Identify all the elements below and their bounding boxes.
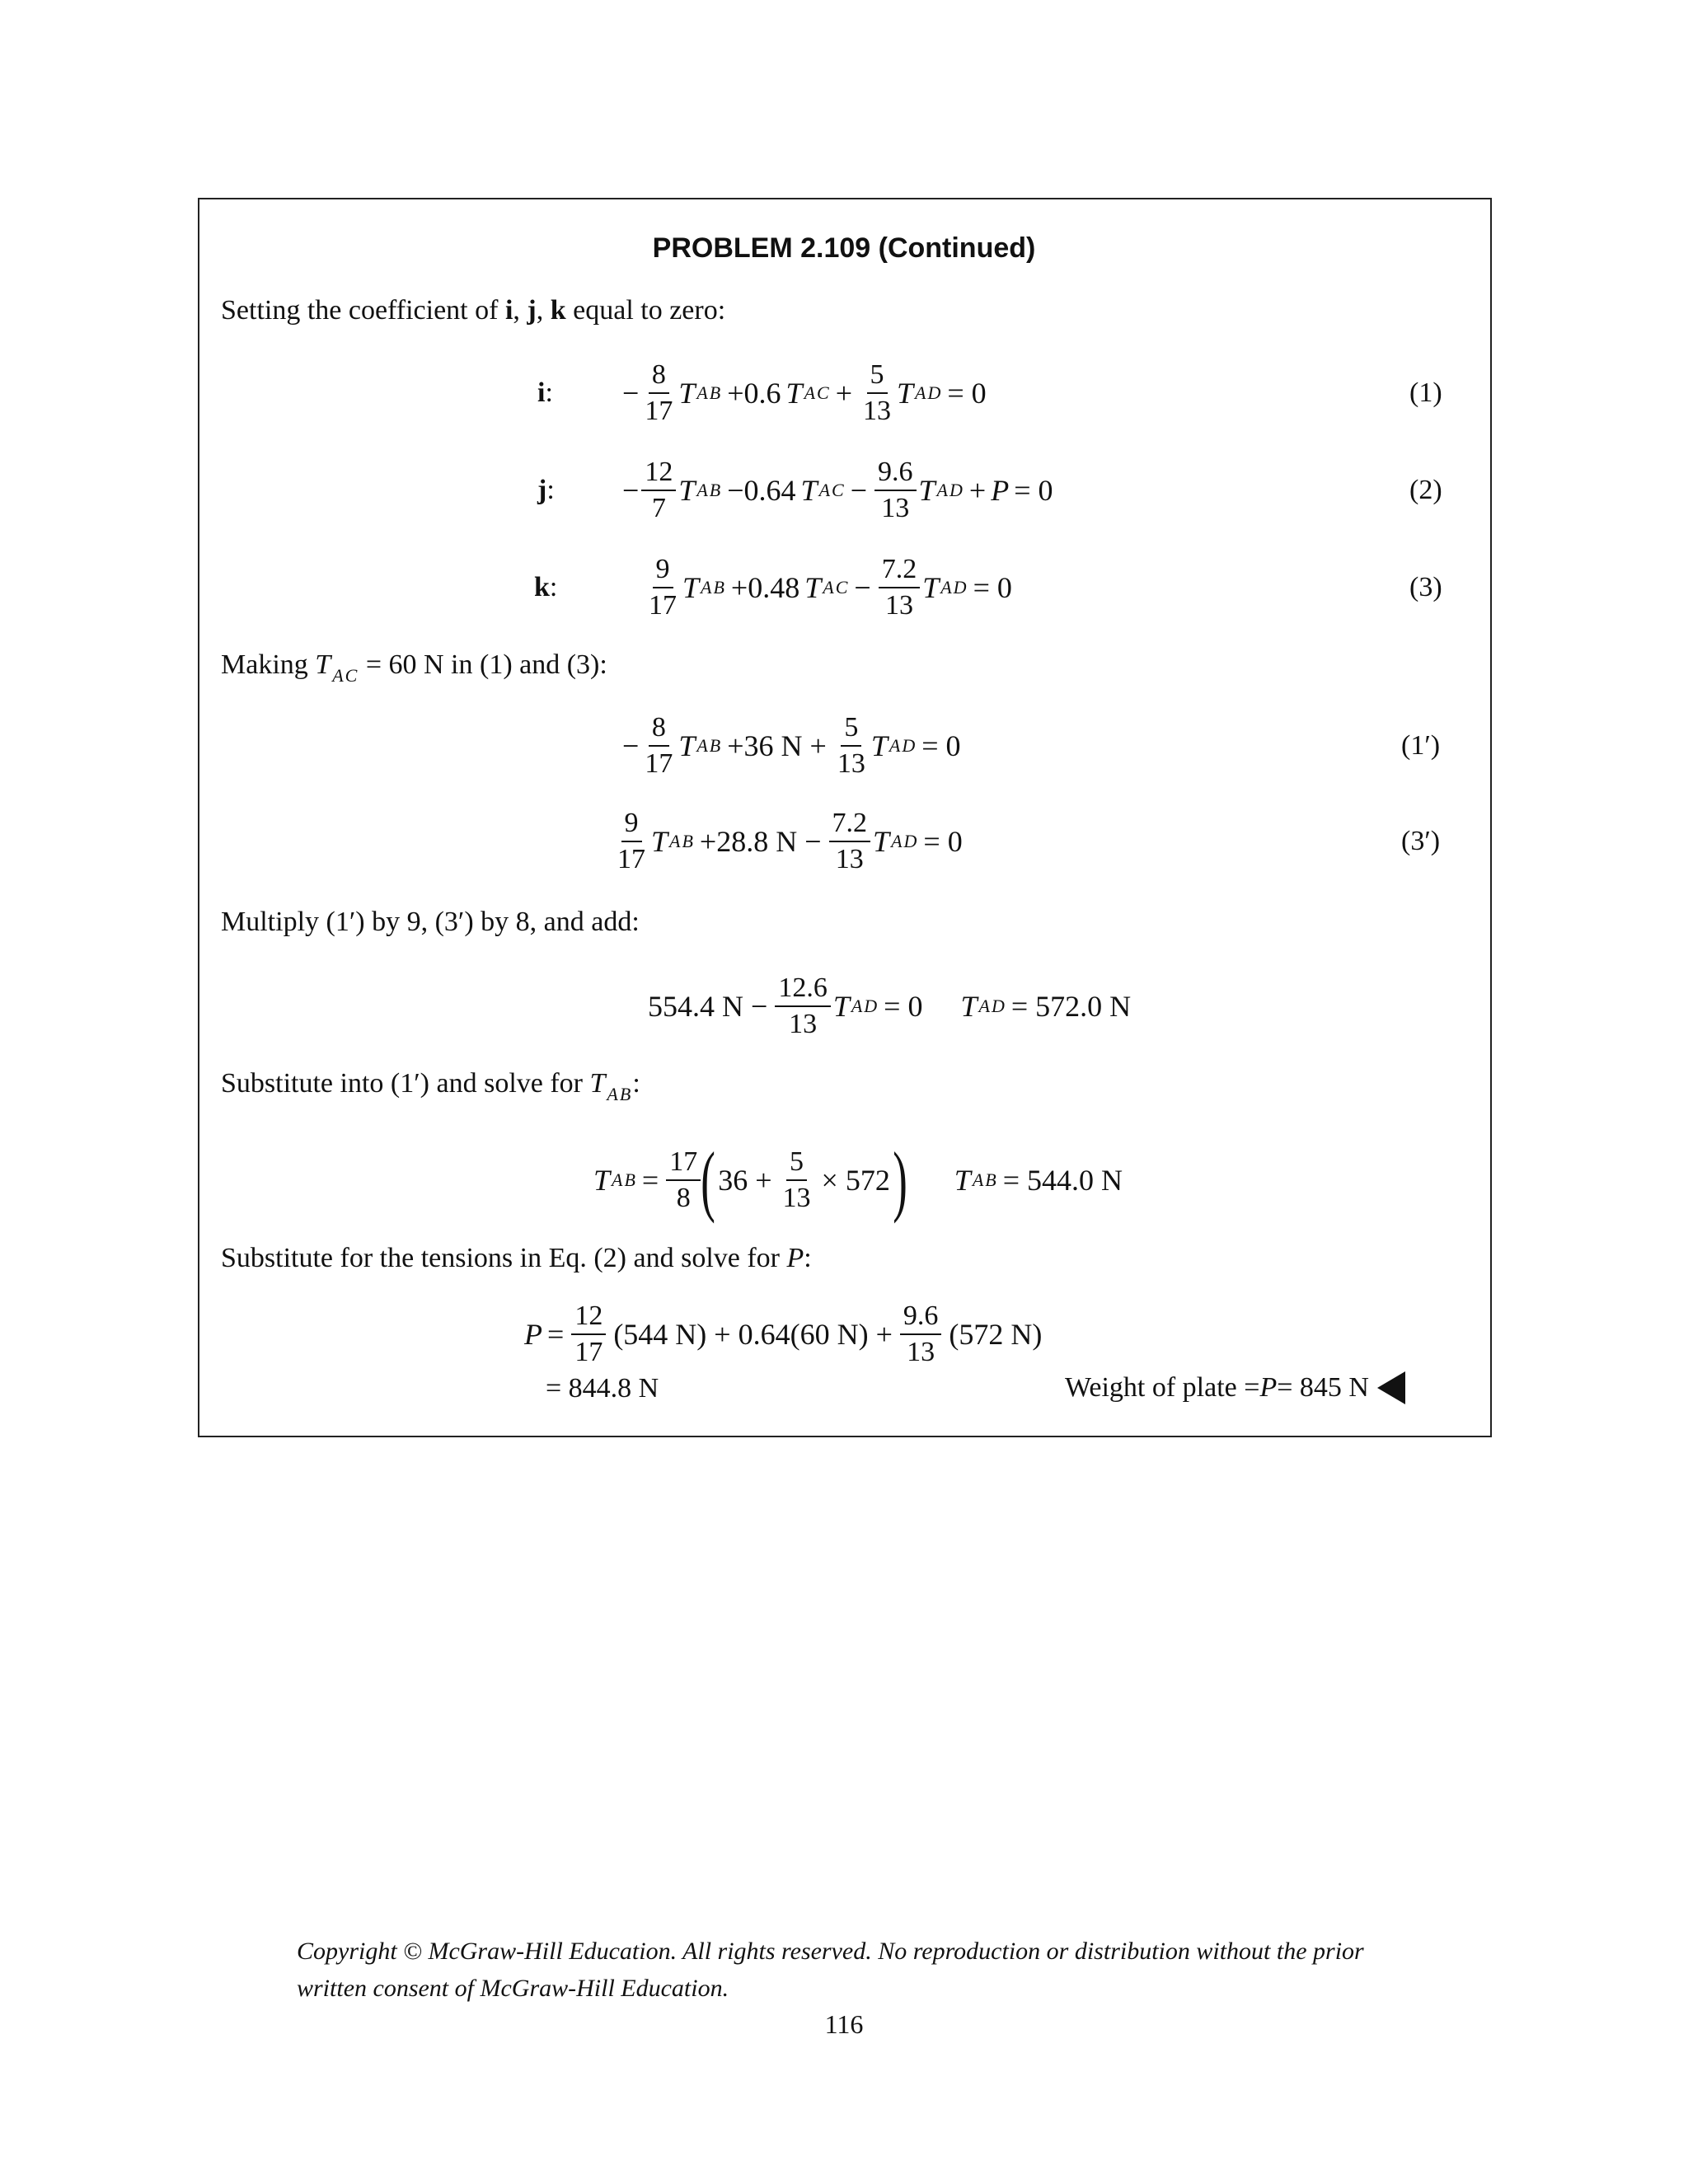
substitute-p-text: Substitute for the tensions in Eq. (2) and solve for P:	[221, 1243, 812, 1273]
multiply-text: Multiply (1′) by 9, (3′) by 8, and add:	[221, 907, 640, 937]
equation-tab: T AB = $\frac{17}{8}$ ( 36 + $\frac{5}{13}$ × 572 ) T AB = 544.0 N	[593, 1136, 1123, 1224]
answer-triangle-icon	[1377, 1371, 1405, 1404]
page-number: 116	[824, 2009, 864, 2039]
eq1-number: (1)	[1409, 377, 1442, 408]
equation-p-result: = 844.8 N	[546, 1373, 659, 1404]
intro-text: Setting the coefficient of i, j, k equal to zero:	[221, 295, 726, 326]
equation-3-prime: $\frac{9}{17}$ T AB +28.8 N − $\frac{7.2}{13}$ T AD = 0	[617, 808, 963, 874]
equation-3: $\frac{9}{17}$ T AB +0.48 T AC − $\frac{7.2}{13}$ T AD = 0	[649, 554, 1012, 621]
equation-tad: 554.4 N − $\frac{12.6}{13}$ T AD = 0 T AD = 572.0 N	[648, 972, 1132, 1039]
eq3-prime-number: (3′)	[1401, 826, 1441, 856]
eq1-prime-number: (1′)	[1401, 730, 1441, 761]
eq2-label: j:	[537, 475, 555, 505]
equation-1-prime: − $\frac{8}{17}$ T AB +36 N + $\frac{5}{13}$ T AD = 0	[622, 712, 961, 779]
eq1-label: i:	[537, 377, 553, 408]
substitute-tab-text: Substitute into (1′) and solve for $T_{AB}$:	[221, 1068, 640, 1104]
eq3-number: (3)	[1409, 572, 1442, 602]
making-text: Making $T_{AC} = 60$ N in (1) and (3):	[221, 649, 607, 686]
equation-2: − $\frac{12}{7}$ T AB −0.64 T AC − $\frac{9.6}{13}$ T AD + P = 0	[622, 457, 1053, 523]
problem-heading: PROBLEM 2.109 (Continued)	[652, 232, 1036, 264]
eq3-label: k:	[534, 572, 558, 602]
equation-p: P = $\frac{12}{17}$ (544 N) + 0.64(60 N) + $\frac{9.6}{13}$ (572 N)	[524, 1301, 1043, 1367]
equation-1: − $\frac{8}{17}$ T AB +0.6 T AC + $\frac{5}{13}$ T AD = 0	[622, 359, 987, 426]
copyright-footer: Copyright © McGraw-Hill Education. All rights reserved. No reproduction or distribution without the prior written consent of McGraw-Hill Education.	[297, 1938, 1364, 2002]
final-answer: Weight of plate = P = 845 N	[1065, 1371, 1405, 1404]
eq2-number: (2)	[1409, 475, 1442, 505]
